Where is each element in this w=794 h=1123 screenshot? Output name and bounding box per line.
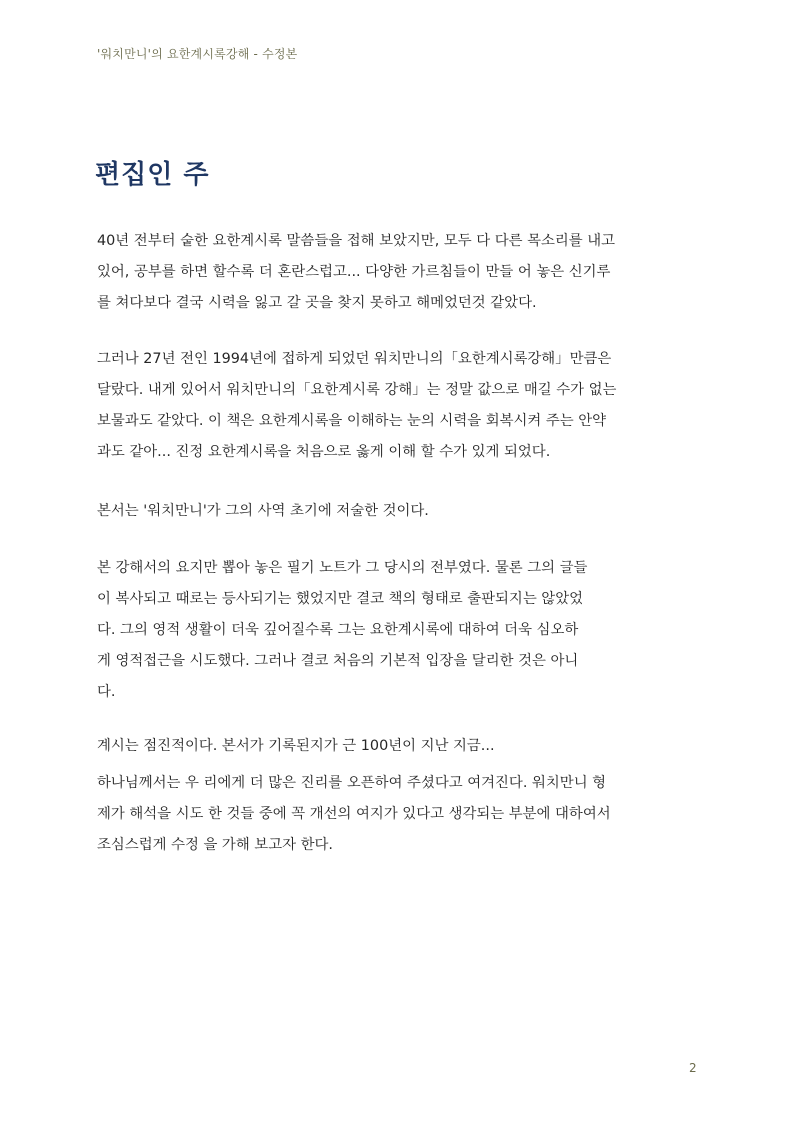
paragraph-2 <box>97 344 697 468</box>
page-number: 2 <box>689 1061 697 1075</box>
paragraph-1 <box>97 226 697 319</box>
paragraph-6 <box>97 768 697 861</box>
paragraph-line: 본 강해서의 요지만 뽑아 놓은 필기 노트가 그 당시의 전부였다. 물론 그의 글들 <box>97 560 588 576</box>
paragraph-line: 40년 전부터 숱한 요한계시록 말씀들을 접해 보았지만, 모두 다 다른 목소리를 내고 <box>97 233 616 249</box>
paragraph-line: 하나님께서는 우 리에게 더 많은 진리를 오픈하여 주셨다고 여겨진다. 워치만니 형 <box>97 775 607 791</box>
page-title: 편집인 주 <box>95 160 210 190</box>
paragraph-line: 있어, 공부를 하면 할수록 더 혼란스럽고... 다양한 가르침들이 만들 어 놓은 신기루 <box>97 264 611 280</box>
paragraph-line: 보물과도 같았다. 이 책은 요한계시록을 이해하는 눈의 시력을 회복시켜 주는 안약 <box>97 413 607 429</box>
paragraph-5 <box>97 731 697 762</box>
paragraph-line: 조심스럽게 수정 을 가해 보고자 한다. <box>97 837 333 853</box>
paragraph-line: 달랐다. 내게 있어서 워치만니의「요한계시록 강해」는 정말 값으로 매길 수가 없는 <box>97 382 617 398</box>
running-header: '워치만니'의 요한계시록강해 - 수정본 <box>97 47 298 61</box>
paragraph-line: 과도 같아... 진정 요한계시록을 처음으로 옳게 이해 할 수가 있게 되었다. <box>97 444 551 460</box>
paragraph-line: 를 쳐다보다 결국 시력을 잃고 갈 곳을 찾지 못하고 해메었던것 같았다. <box>97 295 537 311</box>
paragraph-line: 본서는 '워치만니'가 그의 사역 초기에 저술한 것이다. <box>97 503 429 519</box>
paragraph-line: 다. 그의 영적 생활이 더욱 깊어질수록 그는 요한계시록에 대하여 더욱 심오하 <box>97 622 579 638</box>
paragraph-line: 다. <box>97 684 116 700</box>
paragraph-line: 게 영적접근을 시도했다. 그러나 결코 처음의 기본적 입장을 달리한 것은 아니 <box>97 653 579 669</box>
paragraph-4 <box>97 553 697 708</box>
paragraph-line: 제가 해석을 시도 한 것들 중에 꼭 개선의 여지가 있다고 생각되는 부분에 대하여서 <box>97 806 611 822</box>
paragraph-line: 계시는 점진적이다. 본서가 기록된지가 근 100년이 지난 지금... <box>97 738 495 754</box>
paragraph-3 <box>97 496 697 527</box>
paragraph-line: 그러나 27년 전인 1994년에 접하게 되었던 워치만니의「요한계시록강해」만큼은 <box>97 351 612 367</box>
paragraph-line: 이 복사되고 때로는 등사되기는 했었지만 결코 책의 형태로 출판되지는 않았었 <box>97 591 584 607</box>
